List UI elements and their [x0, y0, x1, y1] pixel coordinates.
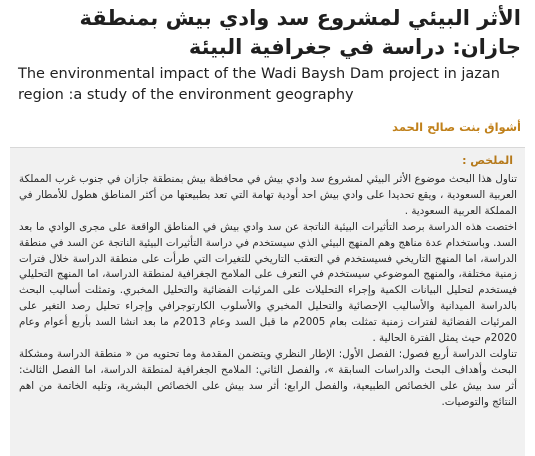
abstract-paragraph-3: تناولت الدراسة أربع فصول: الفصل الأول: الإطار النظري ويتضمن المقدمة وما تحتويه من « منطقة الدراسة ومشكلة البحث وأهداف البحث والدراسات السابقة »، والفصل الثاني: الملامح الجغرافية لمنطقة الدراسة، اما الفصل الثالث: أثر سد بيش على الخصائص الطبيعية، والفصل الرابع: أثر سد بيش على الخصائص البشرية، وتليه الخاتمة من اهم النتائج والتوصيات.: [19, 347, 517, 408]
abstract-section: [10, 147, 525, 456]
abstract-heading: الملخص :: [462, 154, 513, 167]
abstract-body: [19, 172, 517, 411]
abstract-paragraph-2: اختصت هذه الدراسة برصد التأثيرات البيئية الناتجة عن سد وادي بيش في المناطق الواقعة على مجرى الوادي ما بعد السد. وباستخدام عدة مناهج وهم المنهج البيئي الذي سيستخدم في دراسة التأثيرات البيئية الناتجة عن السد في منطقة الدراسة، اما المنهج التاريخي فسيستخدم في التعقب التاريخي للتغيرات التي طرأت على منطقة الدراسة خلال فترات زمنية مختلفة، والمنهج الموضوعي سيستخدم في التعرف على الملامح الجغرافية لمنطقة الدراسة، اما المنهج التحليلي فيستخدم لتحليل البيانات الكمية وإجراء التحليلات على المرئيات الفضائية والتحليل المخبري. وتمثلت أساليب البحث بالدراسة الميدانية والأساليب الإحصائية والتحليل المخبري والأسلوب الكارتوجرافي وإجراء تحليل رصد التغير على المرئيات الفضائية لفترات زمنية تمثلت بعام 2005م ما قبل السد وعام 2013م ما بعد انشا السد بأربع أعوام وعام 2020م حيث يمثل الفترة الحالية .: [19, 220, 517, 345]
arabic-title: الأثر البيئي لمشروع سد وادي بيش بمنطقة جازان: دراسة في جغرافية البيئة: [79, 6, 521, 59]
abstract-paragraph-1: تناول هذا البحث موضوع الأثر البيئي لمشروع سد وادي بيش في محافظة بيش بمنطقة جازان في جنوب غرب المملكة العربية السعودية ، ويقع تحديدا على وادي بيش احد أودية تهامة التي تعد بطبيعتها من أكثر المناطق هطول للأمطار في المملكة العربية السعودية .: [19, 173, 517, 217]
english-title: The environmental impact of the Wadi Baysh Dam project in jazan region :a study of the environment geography: [18, 66, 500, 103]
author-name: أشواق بنت صالح الحمد: [392, 120, 521, 134]
